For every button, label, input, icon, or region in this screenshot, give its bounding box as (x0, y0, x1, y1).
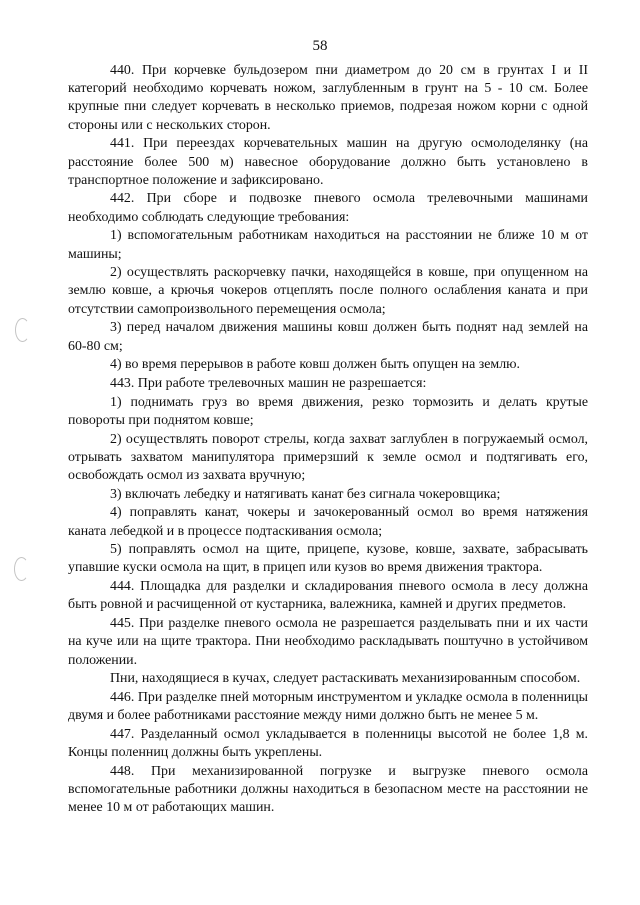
paragraph-446: 446. При разделке пней моторным инструментом и укладке осмола в поленницы двумя и более работниками расстояние между ними должно быть не менее 5 м. (68, 689, 588, 724)
binder-hole-mark (14, 557, 29, 581)
paragraph-448: 448. При механизированной погрузке и выгрузке пневого осмола вспомогательные работники должны находиться в безопасном месте на расстоянии не менее 10 м от работающих машин. (68, 763, 588, 816)
paragraph-440: 440. При корчевке бульдозером пни диаметром до 20 см в грунтах I и II категорий необходимо корчевать ножом, заглубленным в грунт на 5 - 10 см. Более крупные пни следует корчевать в несколько приемов, подрезая ножом корни с одной стороны или с нескольких сторон. (68, 63, 588, 133)
paragraph-445-note: Пни, находящиеся в кучах, следует растаскивать механизированным способом. (110, 671, 581, 687)
document-body (68, 62, 588, 818)
paragraph-442: 442. При сборе и подвозке пневого осмола трелевочными машинами необходимо соблюдать следующие требования: (68, 191, 588, 225)
paragraph-442-item-3: 3) перед началом движения машины ковш должен быть поднят над землей на 60-80 см; (68, 320, 588, 354)
paragraph-441: 441. При переездах корчевательных машин на другую осмолоделянку (на расстояние более 500 м) навесное оборудование должно быть установлено в транспортное положение и зафиксировано. (68, 136, 588, 188)
page-number: 58 (312, 38, 328, 54)
paragraph-442-item-2: 2) осуществлять раскорчевку пачки, находящейся в ковше, при опущенном на землю ковше, а крючья чокеров отцеплять после полного ослабления каната и при отсутствии самопроизвольного перемещения осмола; (68, 265, 588, 317)
paragraph-443-item-4: 4) поправлять канат, чокеры и зачокерованный осмол во время натяжения каната лебедкой и в процессе подтаскивания осмола; (68, 505, 588, 539)
paragraph-447: 447. Разделанный осмол укладывается в поленницы высотой не более 1,8 м. Концы поленниц должны быть укреплены. (68, 726, 588, 761)
paragraph-443-item-2: 2) осуществлять поворот стрелы, когда захват заглублен в погружаемый осмол, отрывать захватом манипулятора примерзший к земле осмол и подтягивать его, освобождать осмол из захвата вручную; (68, 431, 588, 483)
paragraph-444: 444. Площадка для разделки и складирования пневого осмола в лесу должна быть ровной и расчищенной от кустарника, валежника, камней и других предметов. (68, 579, 588, 613)
paragraph-443-item-1: 1) поднимать груз во время движения, резко тормозить и делать крутые повороты при поднятом ковше; (68, 394, 588, 428)
paragraph-442-item-1: 1) вспомогательным работникам находиться на расстоянии не ближе 10 м от машины; (68, 228, 588, 262)
paragraph-442-item-4: 4) во время перерывов в работе ковш должен быть опущен на землю. (110, 357, 520, 373)
binder-hole-mark (15, 318, 30, 342)
paragraph-445: 445. При разделке пневого осмола не разрешается разделывать пни и их части на куче или на щите трактора. Пни необходимо раскладывать поштучно в устойчивом положении. (68, 616, 588, 668)
paragraph-443: 443. При работе трелевочных машин не разрешается: (110, 375, 427, 391)
paragraph-443-item-5: 5) поправлять осмол на щите, прицепе, кузове, ковше, захвате, забрасывать упавшие куски осмола на щит, в прицеп или кузов во время движения трактора. (68, 542, 588, 576)
paragraph-443-item-3: 3) включать лебедку и натягивать канат без сигнала чокеровщика; (110, 486, 501, 502)
